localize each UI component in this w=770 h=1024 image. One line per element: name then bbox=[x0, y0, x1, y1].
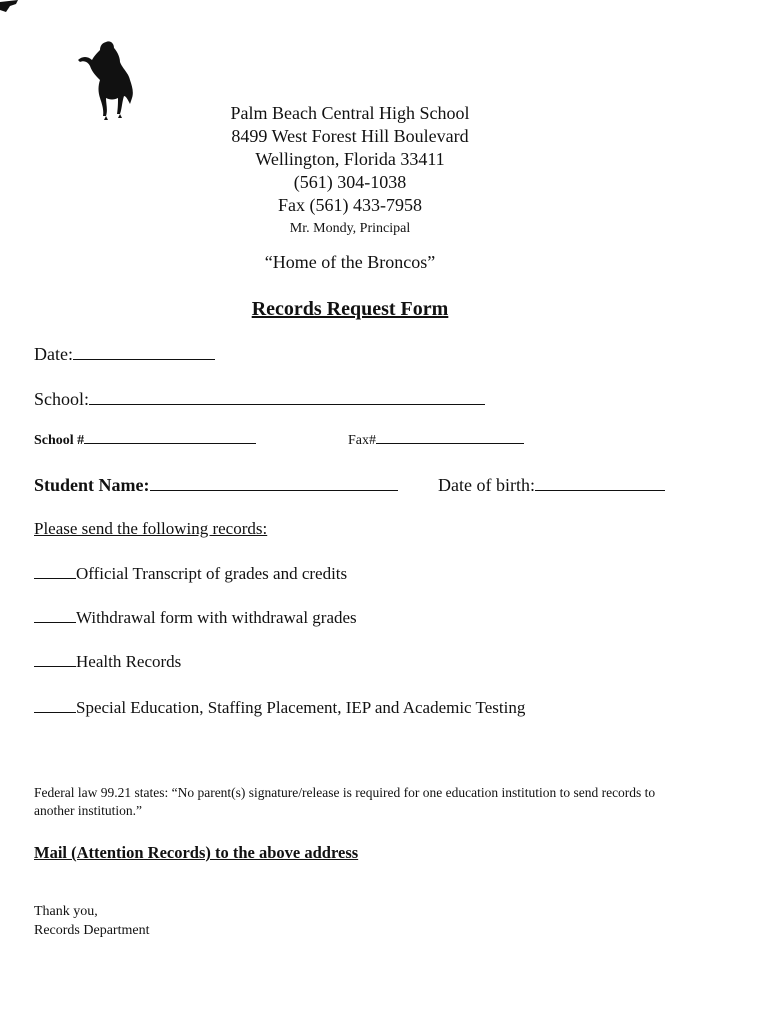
school-motto: “Home of the Broncos” bbox=[264, 252, 436, 272]
record-item bbox=[34, 698, 525, 718]
school-fax: Fax (561) 433-7958 bbox=[278, 195, 422, 215]
fax-blank[interactable] bbox=[376, 442, 524, 444]
record-item bbox=[34, 608, 357, 628]
mail-instruction: Mail (Attention Records) to the above address bbox=[34, 843, 359, 862]
school-number-field bbox=[34, 433, 256, 449]
department-name: Records Department bbox=[34, 923, 150, 938]
school-principal: Mr. Mondy, Principal bbox=[289, 221, 411, 236]
closing bbox=[34, 902, 149, 940]
record-label: Official Transcript of grades and credits bbox=[76, 564, 348, 583]
school-number-blank[interactable] bbox=[84, 442, 256, 444]
dob-field bbox=[438, 475, 665, 496]
date-blank[interactable] bbox=[73, 358, 215, 360]
record-label: Withdrawal form with withdrawal grades bbox=[76, 608, 357, 627]
form-title-text: Records Request Form bbox=[251, 298, 449, 320]
fax-label: Fax# bbox=[348, 433, 376, 448]
record-label: Health Records bbox=[76, 652, 182, 671]
thanks-text: Thank you, bbox=[34, 904, 98, 919]
school-label: School: bbox=[34, 389, 90, 409]
school-phone: (561) 304-1038 bbox=[293, 172, 407, 192]
date-field bbox=[34, 344, 215, 365]
fax-field bbox=[348, 433, 524, 449]
school-field bbox=[34, 389, 485, 410]
record-item bbox=[34, 652, 181, 672]
dob-label: Date of birth: bbox=[438, 475, 535, 495]
record-check-blank[interactable] bbox=[34, 665, 76, 667]
record-check-blank[interactable] bbox=[34, 621, 76, 623]
school-name: Palm Beach Central High School bbox=[230, 103, 470, 123]
form-title bbox=[0, 298, 700, 321]
record-item bbox=[34, 564, 347, 584]
student-name-field bbox=[34, 475, 398, 496]
school-address: 8499 West Forest Hill Boulevard bbox=[231, 126, 469, 146]
student-name-label: Student Name: bbox=[34, 475, 150, 495]
school-header bbox=[0, 102, 700, 240]
record-label: Special Education, Staffing Placement, IEP and Academic Testing bbox=[76, 698, 526, 717]
dob-blank[interactable] bbox=[535, 489, 665, 491]
school-city: Wellington, Florida 33411 bbox=[255, 149, 445, 169]
scan-mark bbox=[0, 0, 20, 12]
federal-law-note: Federal law 99.21 states: “No parent(s) signature/release is required for one education institution to send records to another institution.” bbox=[34, 785, 656, 818]
student-name-blank[interactable] bbox=[150, 489, 398, 491]
school-blank[interactable] bbox=[89, 403, 485, 405]
date-label: Date: bbox=[34, 344, 73, 364]
school-number-label: School # bbox=[34, 433, 85, 448]
record-check-blank[interactable] bbox=[34, 711, 76, 713]
records-prompt: Please send the following records: bbox=[34, 519, 268, 538]
record-check-blank[interactable] bbox=[34, 577, 76, 579]
